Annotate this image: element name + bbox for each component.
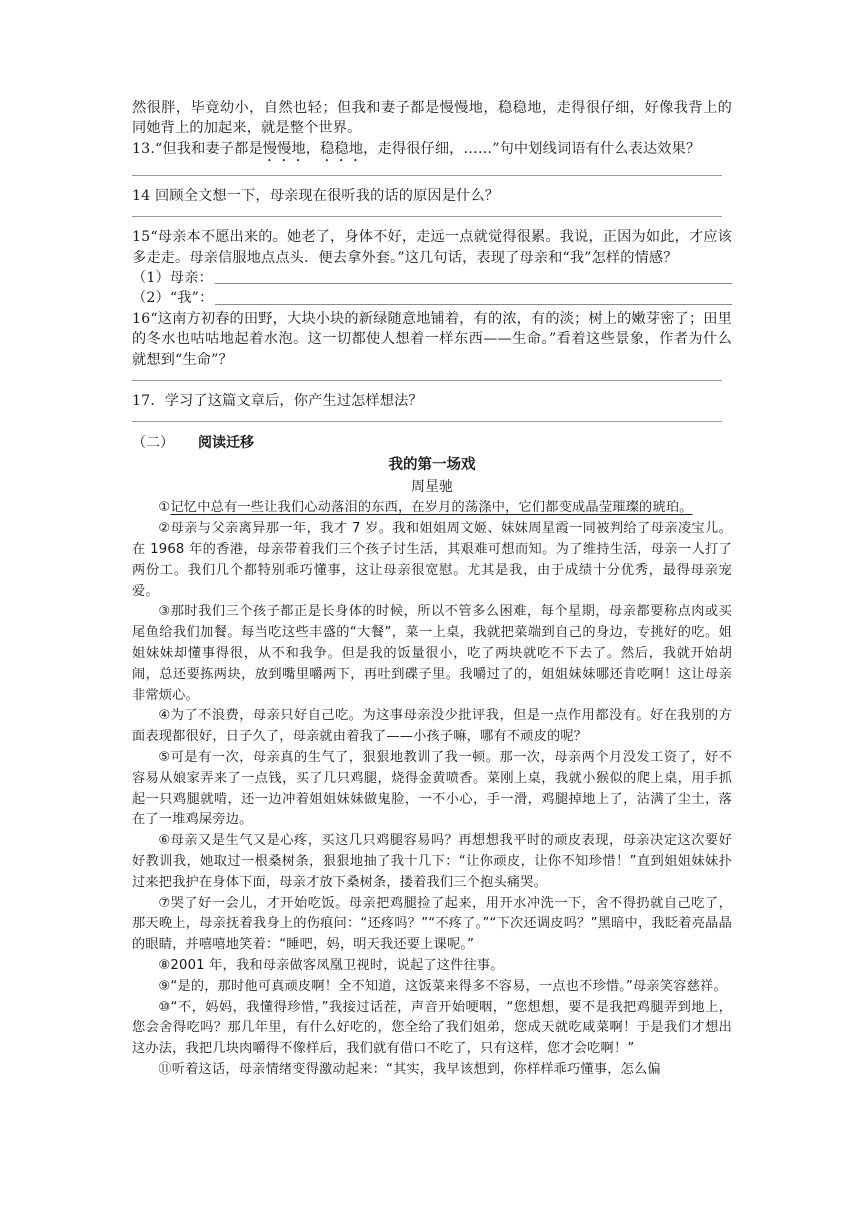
section-heading [132,432,732,454]
story-paragraph: ③那时我们三个孩子都正是长身体的时候，所以不管多么困难，每个星期，母亲都要称点肉或买尾鱼给我们加餐。每当吃这些丰盛的“大餐”，菜一上桌，我就把菜端到自己的身边，专挑好的吃。姐姐妹妹却懂事得很，从不和我争。但是我的饭量很小，吃了两块就吃不下去了。然后，我就开始胡闹，总还要拣两块，放到嘴里嚼两下，再吐到碟子里。我嚼过了的，姐姐妹妹哪还肯吃啊！这让母亲非常烦心。 [132,604,732,703]
story-paragraph: ⑥母亲又是生气又是心疼，买这几只鸡腿容易吗？再想想我平时的顽皮表现，母亲决定这次要好好教训我，她取过一根桑树条，狠狠地抽了我十几下：“让你顽皮，让你不知珍惜！”直到姐姐妹妹扑过来把我护在身体下面，母亲才放下桑树条，搂着我们三个抱头痛哭。 [132,833,732,890]
question-16: 16“这南方初春的田野，大块小块的新绿随意地铺着，有的浓，有的淡；树上的嫩芽密了；田里的冬水也咕咕地起着水泡。这一切都使人想着一样东西——生命。”看着这些景象，作者为什么就想到“生命”？ [132,310,732,368]
answer-line-q13[interactable] [132,175,722,176]
question-17: 17．学习了这篇文章后，你产生过怎样想法？ [132,393,423,410]
q15-sub2-label: （2）“我”： [132,290,214,307]
q15-mother-row [132,268,732,288]
story-paragraph: ⑦哭了好一会儿，才开始吃饭。母亲把鸡腿捡了起来，用开水冲洗一下，舍不得扔就自己吃了，那天晚上，母亲抚着我身上的伤痕问：“还疼吗？”“不疼了。”“下次还调皮吗？”黑暗中，我眨着亮晶晶的眼睛，并嘻嘻地笑着：“睡吧，妈，明天我还要上课呢。” [132,895,732,953]
p1-number: ① [158,500,171,516]
answer-line-q15-mother[interactable] [215,269,732,284]
section-name: 阅读迁移 [198,435,254,452]
story-paragraph: ⑪听着这话，母亲情绪变得激动起来：“其实，我早该想到，你样样乖巧懂事，怎么偏 [158,1061,661,1077]
question-14: 14 回顾全文想一下，母亲现在很听我的话的原因是什么？ [132,187,500,204]
answer-line-q14[interactable] [132,216,722,217]
p1-underlined-sentence: 记忆中总有一些让我们心动落泪的东西，在岁月的荡涤中，它们都变成晶莹璀璨的琥珀。 [170,500,693,516]
document-page [132,98,732,1081]
q13-comma: ， [305,140,321,157]
story-paragraph-1 [132,498,732,519]
answer-line-q16[interactable] [132,380,722,381]
q15-sub1-label: （1）母亲： [132,270,213,287]
story-paragraph: ⑧2001 年，我和母亲做客凤凰卫视时，说起了这件往事。 [158,958,504,973]
question-15: 15“母亲本不愿出来的。她老了，身体不好，走远一点就觉得很累。我说，正因为如此，才应该多走走。母亲信服地点点头．便去拿外套。”这几句话，表现了母亲和“我”怎样的情感？ [132,229,732,266]
q13-dotted-word-2: 稳稳地 [320,140,364,157]
story-paragraph: ④为了不浪费，母亲只好自己吃。为这事母亲没少批评我，但是一点作用都没有。好在我别的方面表现都很好，日子久了，母亲就由着我了——小孩子嘛，哪有不顽皮的呢？ [132,708,732,745]
story-paragraph: ②母亲与父亲离异那一年，我才 7 岁。我和姐姐周文姬、妹妹周星霞一同被判给了母亲凌宝儿。在 1968 年的香港，母亲带着我们三个孩子讨生活，其艰难可想而知。为了维持生活，母亲一人打了两份工。我们几个都特别乖巧懂事，这让母亲很宽慰。尤其是我，由于成绩十分优秀，最得母亲宠爱。 [132,521,732,599]
q13-dotted-word-1: 慢慢地 [262,140,306,157]
q15-me-row [132,288,732,308]
story-paragraph: ⑤可是有一次，母亲真的生气了，狠狠地教训了我一顿。那一次，母亲两个月没发工资了，好不容易从娘家弄来了一点钱，买了几只鸡腿，烧得金黄喷香。菜刚上桌，我就小猴似的爬上桌，用手抓起一只鸡腿就啃，还一边冲着姐姐妹妹做鬼脸，一不小心，手一滑，鸡腿掉地上了，沾满了尘土，落在了一堆鸡屎旁边。 [132,750,732,828]
story-paragraph: ⑨“是的，那时他可真顽皮啊！全不知道，这饭菜来得多不容易，一点也不珍惜。”母亲笑容慈祥。 [158,978,727,994]
story-paragraph: ⑩“不，妈妈，我懂得珍惜，”我接过话茬，声音开始哽咽，“您想想，要不是我把鸡腿弄到地上，您会舍得吃吗？那几年里，有什么好吃的，您全给了我们姐弟，您成天就吃咸菜啊！于是我们才想出这办法，我把几块肉嚼得不像样后，我们就有借口不吃了，只有这样，您才会吃啊！” [132,999,732,1057]
answer-line-q17[interactable] [132,421,722,422]
story-author: 周星驰 [411,479,453,496]
section-label: （二） [132,435,174,452]
q13-prefix: 13.“但我和妻子都是 [132,140,263,157]
answer-line-q15-me[interactable] [215,290,732,305]
question-13 [132,139,732,165]
story-title: 我的第一场戏 [388,457,476,474]
previous-passage-ending: 然很胖，毕竟幼小，自然也轻；但我和妻子都是慢慢地，稳稳地，走得很仔细，好像我背上的同她背上的加起来，就是整个世界。 [132,100,732,137]
q13-suffix: ，走得很仔细，……”句中划线词语有什么表达效果？ [363,140,701,157]
